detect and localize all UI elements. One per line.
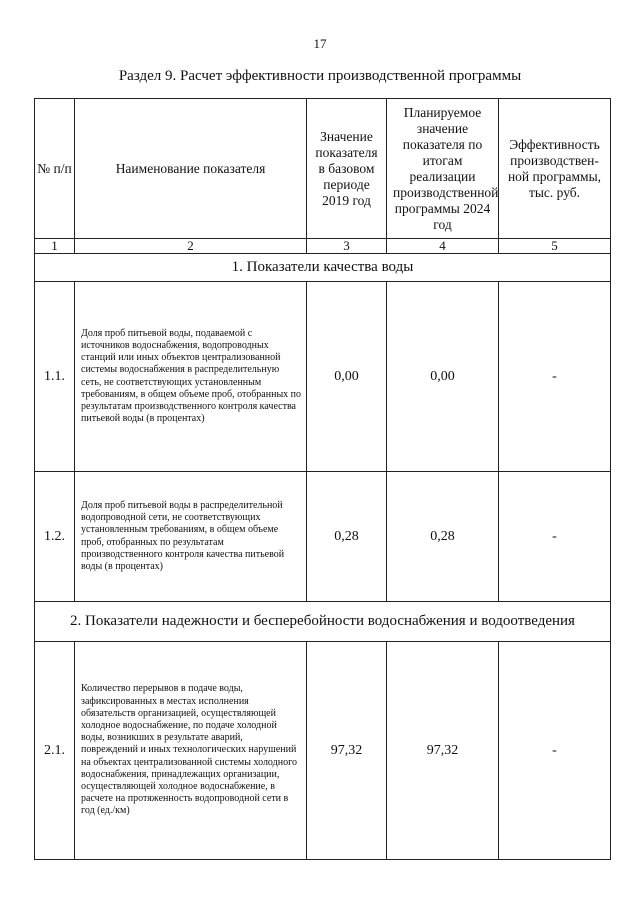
indicator-name: Количество перерывов в подаче воды, зафиксированных в местах исполнения обязательств организацией, осуществляющей холодное водоснабжение, по подаче холодной воды, возникших в результате аварий, повреждений и иных технологических нарушений на объектах централизованной системы холодного водоснабжения, принадлежащих организации, осуществляющей холодное водоснабжение, в расчете на протяженность водопроводной сети в год (ед./км)	[75, 642, 307, 860]
planned-value: 0,28	[387, 472, 499, 602]
section-title: Раздел 9. Расчет эффективности производственной программы	[118, 68, 522, 84]
column-number-row	[35, 239, 611, 254]
header-efficiency: Эффективность производствен-ной программы, тыс. руб.	[499, 99, 611, 239]
header-num: № п/п	[35, 99, 75, 239]
column-number: 3	[307, 239, 387, 254]
efficiency-table	[34, 98, 611, 860]
table-row	[35, 282, 611, 472]
table-row	[35, 642, 611, 860]
row-number: 2.1.	[35, 642, 75, 860]
header-planned-value: Планируемое значение показателя по итогам реализации производственной программы 2024 год	[387, 99, 499, 239]
efficiency-value: -	[499, 472, 611, 602]
efficiency-value: -	[499, 642, 611, 860]
column-number: 5	[499, 239, 611, 254]
base-value: 0,00	[307, 282, 387, 472]
group-row	[35, 602, 611, 642]
indicator-name: Доля проб питьевой воды в распределительной водопроводной сети, не соответствующих установленным требованиям, в общем объеме проб, отобранных по результатам производственного контроля качества питьевой воды (в процентах)	[75, 472, 307, 602]
table-header-row	[35, 99, 611, 239]
page-number: 17	[313, 36, 327, 51]
row-number: 1.1.	[35, 282, 75, 472]
base-value: 0,28	[307, 472, 387, 602]
base-value: 97,32	[307, 642, 387, 860]
planned-value: 97,32	[387, 642, 499, 860]
column-number: 1	[35, 239, 75, 254]
efficiency-value: -	[499, 282, 611, 472]
group-title: 2. Показатели надежности и бесперебойности водоснабжения и водоотведения	[35, 602, 611, 642]
table-row	[35, 472, 611, 602]
indicator-name: Доля проб питьевой воды, подаваемой с источников водоснабжения, водопроводных станций или иных объектов централизованной системы водоснабжения в распределительную сеть, не соответствующих установленным требованиям, в общем объеме проб, отобранных по результатам производственного контроля качества питьевой воды (в процентах)	[75, 282, 307, 472]
column-number: 4	[387, 239, 499, 254]
header-base-value: Значение показателя в базовом периоде 2019 год	[307, 99, 387, 239]
planned-value: 0,00	[387, 282, 499, 472]
header-name: Наименование показателя	[75, 99, 307, 239]
row-number: 1.2.	[35, 472, 75, 602]
column-number: 2	[75, 239, 307, 254]
group-title: 1. Показатели качества воды	[35, 254, 611, 282]
group-row	[35, 254, 611, 282]
